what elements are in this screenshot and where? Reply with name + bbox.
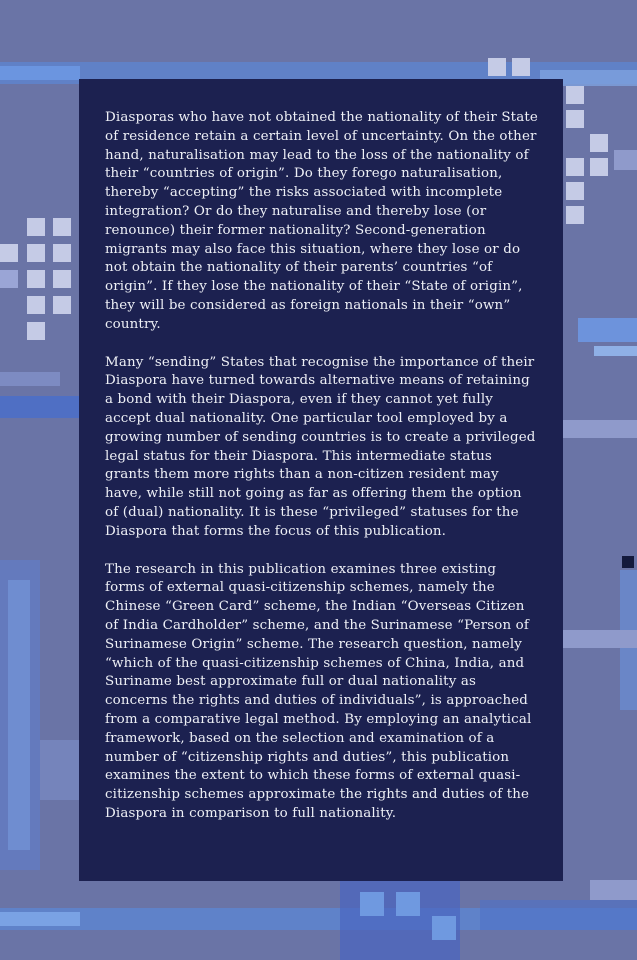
text-panel — [79, 79, 563, 881]
paragraph-2: Many “sending” States that recognise the importance of their Diaspora have turned towards alternative means of retaining a bond with their Diaspora, even if they cannot yet fully accept dual nationality. One particular tool employed by a growing number of sending countries is to create a privileged legal status for their Diaspora. This intermediate status grants them more rights than a non-citizen resident may have, while still not going as far as offering them the option of (dual) nationality. It is these “privileged” statuses for the Diaspora that forms the focus of this publication. — [105, 354, 536, 539]
paragraph-1: Diasporas who have not obtained the nationality of their State of residence retain a certain level of uncertainty. On the other hand, naturalisation may lead to the loss of the nationality of their “countries of origin”. Do they forego naturalisation, thereby “accepting” the risks associated with incomplete integration? Or do they naturalise and thereby lose (or renounce) their former nationality? Second-generation migrants may also face this situation, where they lose or do not obtain the nationality of their parents’ countries “of origin”. If they lose the nationality of their “State of origin”, they will be considered as foreign nationals in their “own” country. — [105, 110, 538, 332]
paragraph-3: The research in this publication examines three existing forms of external quasi-citizenship schemes, namely the Chinese “Green Card” scheme, the Indian “Overseas Citizen of India Cardholder” scheme, and the Surinamese “Person of Surinamese Origin” scheme. The research question, namely “which of the quasi-citizenship schemes of China, India, and Suriname best approximate full or dual nationality as concerns the rights and duties of individuals”, is approached from a comparative legal method. By employing an analytical framework, based on the selection and examination of a number of “citizenship rights and duties”, this publication examines the extent to which these forms of external quasi-citizenship schemes approximate the rights and duties of the Diaspora in comparison to full nationality. — [105, 561, 532, 821]
